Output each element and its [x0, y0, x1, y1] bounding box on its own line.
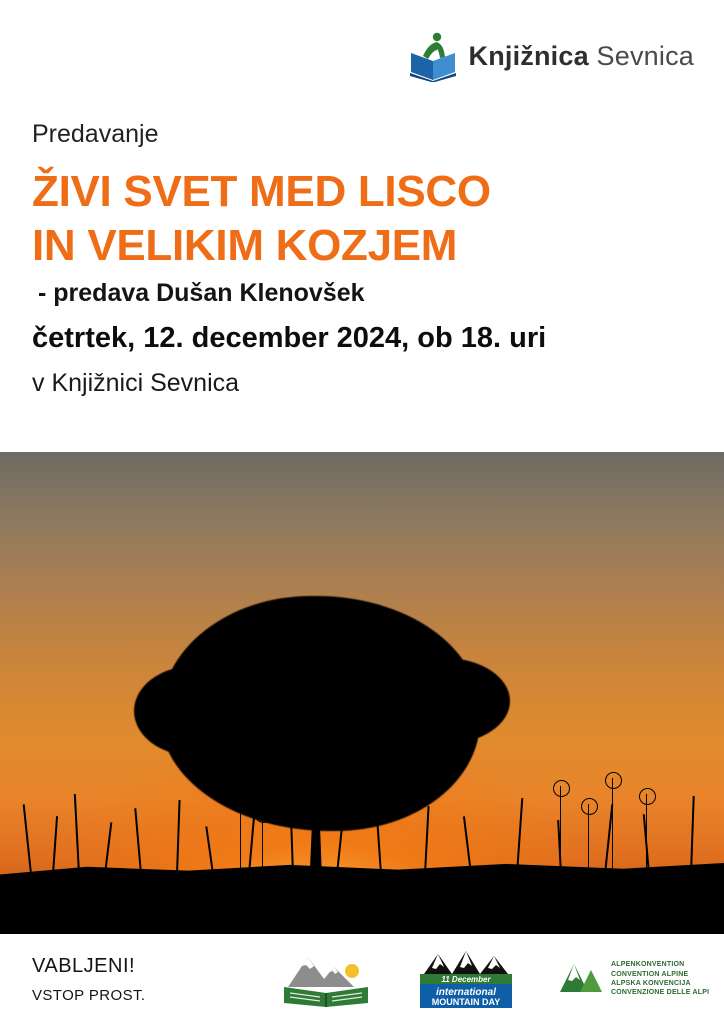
svg-text:MOUNTAIN DAY: MOUNTAIN DAY [431, 997, 501, 1007]
event-date: četrtek, 12. december 2024, ob 18. uri [32, 322, 547, 355]
alpine-line-3: CONVENZIONE DELLE ALPI [611, 989, 710, 997]
event-title-line-2: IN VELIKIM KOZJEM [32, 221, 458, 271]
alpine-line-1: CONVENTION ALPINE [611, 970, 689, 978]
mountain-over-open-book-icon [278, 949, 374, 1009]
international-mountain-day-logo [418, 948, 514, 1010]
svg-text:11 December: 11 December [441, 975, 491, 984]
alpine-convention-logo [558, 960, 709, 999]
alpine-line-2: ALPSKA KONVENCIJA [611, 980, 691, 987]
poster-text-block [0, 112, 724, 398]
invite-text: VABLJENI! [32, 954, 136, 977]
svg-text:international: international [435, 987, 497, 998]
poster-header [0, 0, 724, 112]
library-logo-bold: Knjižnica [468, 40, 589, 71]
tree-silhouette [160, 596, 480, 876]
alpine-line-0: ALPENKONVENTION [611, 961, 685, 969]
event-kicker: Predavanje [32, 120, 159, 148]
alpine-convention-text [611, 960, 709, 998]
event-title-line-1: ŽIVI SVET MED LISCO [32, 167, 491, 216]
library-logo-text [469, 41, 695, 72]
library-logo [407, 30, 695, 82]
library-logo-light: Sevnica [588, 40, 694, 71]
event-title [32, 165, 724, 273]
knjiznica-figure-book-icon [407, 30, 459, 82]
tree-canopy [160, 596, 480, 831]
footer-invitation [0, 955, 272, 1004]
event-speaker: - predava Dušan Klenovšek [38, 279, 365, 308]
event-venue: v Knjižnici Sevnica [32, 369, 240, 398]
alpine-mountains-icon [558, 960, 604, 999]
free-entry-text: VSTOP PROST. [32, 986, 146, 1004]
sunset-tree-photo [0, 452, 724, 934]
footer-logo-row [272, 948, 724, 1010]
poster-footer [0, 934, 724, 1024]
